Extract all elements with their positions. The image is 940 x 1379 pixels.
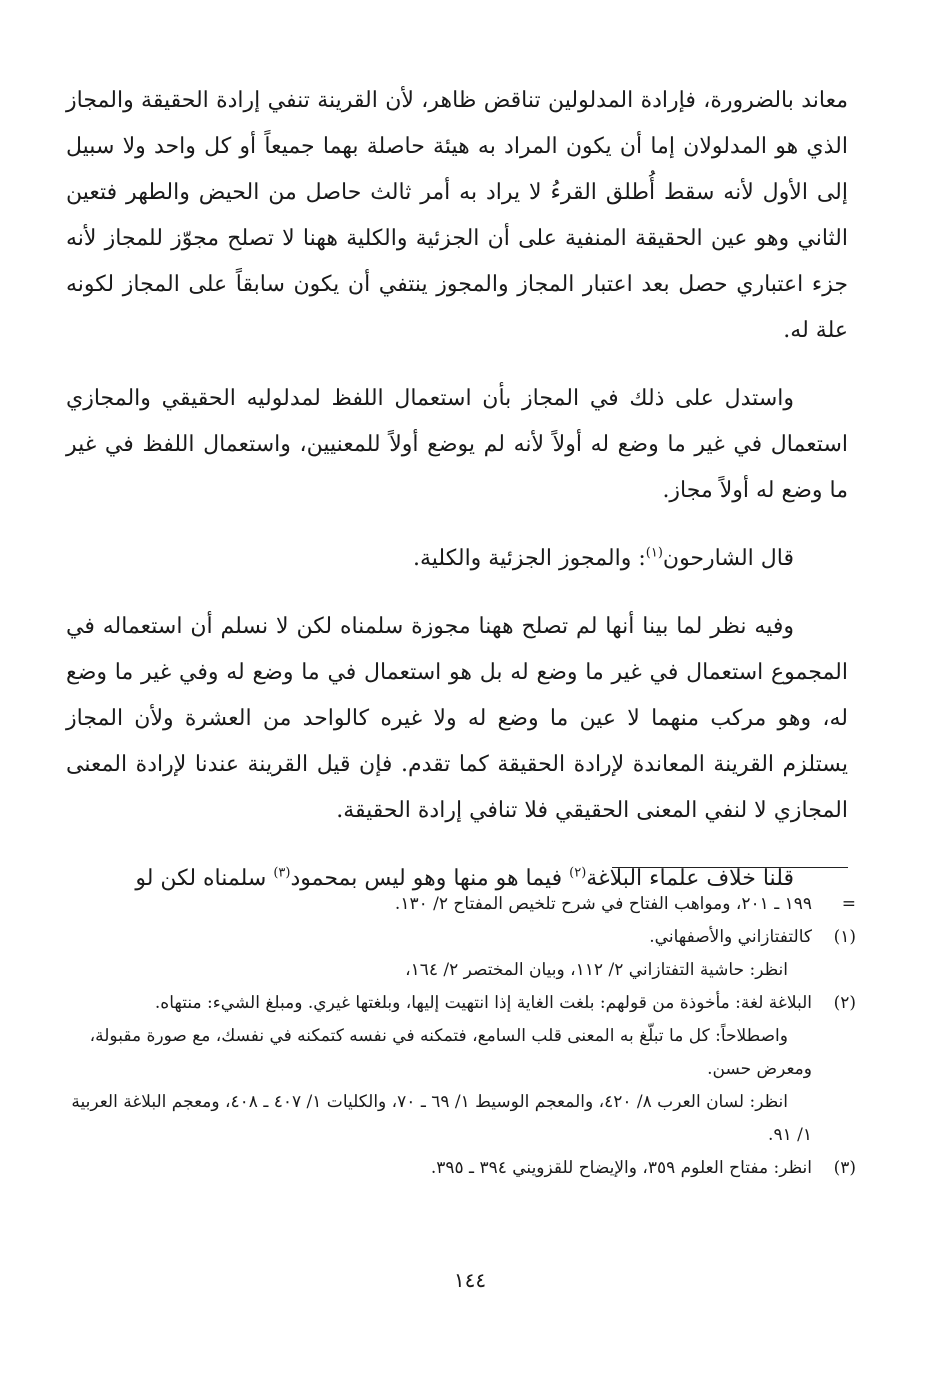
page-number: ١٤٤ <box>453 1268 487 1292</box>
footnote-1-text: كالتفتازاني والأصفهاني. <box>649 927 812 947</box>
paragraph-3-text: قال الشارحون <box>662 546 794 571</box>
footnote-separator <box>612 867 848 868</box>
paragraph-3 <box>66 536 848 582</box>
paragraph-3-rest: : والمجوز الجزئية والكلية. <box>413 546 646 571</box>
footnote-2-number: (٢) <box>833 993 856 1013</box>
footnote-ref-1: (١) <box>645 545 663 561</box>
footnote-2-reference: انظر: لسان العرب ٨/ ٤٢٠، والمعجم الوسيط ١/ ٦٩ ـ ٧٠، والكليات ١/ ٤٠٧ ـ ٤٠٨، ومعجم البلاغة العربية ١/ ٩١. <box>71 1092 812 1145</box>
paragraph-1: معاند بالضرورة، فإرادة المدلولين تناقض ظاهر، لأن القرينة تنفي إرادة الحقيقة والمجاز الذي هو المدلولان إما أن يكون المراد به هيئة حاصلة بهما جميعاً أو كل واحد ولا سبيل إلى الأول لأنه سقط أُطلق القرءُ لا يراد به أمر ثالث حاصل من الحيض والطهر فتعين الثاني وهو عين الحقيقة المنفية على أن الجزئية والكلية ههنا لا تصلح مجوّز للمجاز لأنه جزء اعتباري حصل بعد اعتبار المجاز والمجوز ينتفي أن يكون سابقاً على المجاز لكونه علة له. <box>66 88 848 343</box>
paragraph-5-end: سلمناه لكن لو <box>135 866 274 891</box>
footnote-1-number: (١) <box>833 927 856 947</box>
paragraph-4: وفيه نظر لما بينا أنها لم تصلح ههنا مجوزة سلمناه لكن لا نسلم أن استعماله في المجموع استعمال في غير ما وضع له بل هو استعمال في ما وضع له وفي غير ما وضع له، وهو مركب منهما لا عين ما وضع له ولا غيره كالواحد من العشرة ولأن المجاز يستلزم القرينة المعاندة لإرادة الحقيقة كما تقدم. فإن قيل القرينة عندنا لإرادة المعنى المجازي لا لنفي المعنى الحقيقي فلا تنافي إرادة الحقيقة. <box>66 614 848 823</box>
footnote-2-text: البلاغة لغة: مأخوذة من قولهم: بلغت الغاية إذا انتهيت إليها، وبلغتها غيري. ومبلغ الشيء: منتهاه. <box>154 993 812 1013</box>
paragraph-2: واستدل على ذلك في المجاز بأن استعمال اللفظ لمدلوليه الحقيقي والمجازي استعمال في غير ما وضع له أولاً لأنه لم يوضع أولاً للمعنيين، واستعمال اللفظ في غير ما وضع له أولاً مجاز. <box>66 386 848 503</box>
footnote-ref-2: (٢) <box>569 865 587 881</box>
continuation-text: ١٩٩ ـ ٢٠١، ومواهب الفتاح في شرح تلخيص المفتاح ٢/ ١٣٠. <box>394 894 812 914</box>
footnote-ref-3: (٣) <box>273 865 291 881</box>
paragraph-5-text: قلنا خلاف علماء البلاغة <box>586 866 794 891</box>
footnote-2-definition: واصطلاحاً: كل ما تبلّغ به المعنى قلب السامع، فتمكنه في نفسه كتمكنه في نفسك، مع صورة مقبولة، ومعرض حسن. <box>89 1026 812 1079</box>
paragraph-5-middle: فيما هو منها وهو ليس بمحمود <box>290 866 570 891</box>
main-text <box>66 78 848 924</box>
footnote-continuation <box>66 888 856 921</box>
footnote-3-text: انظر: مفتاح العلوم ٣٥٩، والإيضاح للقزويني ٣٩٤ ـ ٣٩٥. <box>430 1158 812 1178</box>
footnote-1 <box>66 921 856 954</box>
footnote-2 <box>66 987 856 1020</box>
footnote-3-number: (٣) <box>833 1158 856 1178</box>
footnote-3 <box>66 1152 856 1185</box>
footnote-1-reference: انظر: حاشية التفتازاني ٢/ ١١٢، وبيان المختصر ٢/ ١٦٤، <box>405 960 788 980</box>
continuation-mark: = <box>841 894 856 914</box>
footnotes <box>66 888 856 1185</box>
